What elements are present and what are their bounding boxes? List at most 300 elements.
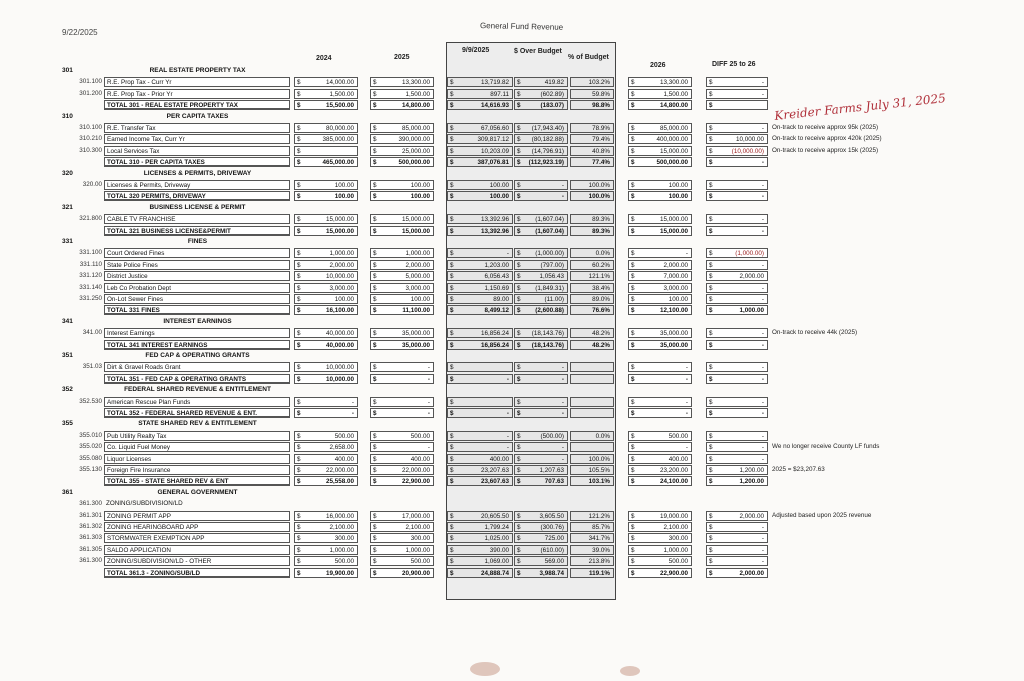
cell-pct <box>570 89 614 99</box>
cell-pct <box>570 146 614 156</box>
dollar-sign: $ <box>450 432 454 440</box>
cell-value: - <box>761 261 764 269</box>
dollar-sign: $ <box>709 341 713 349</box>
dollar-sign: $ <box>297 102 301 110</box>
cell-c2026 <box>628 100 692 110</box>
cell-over <box>514 283 568 293</box>
cell-c2025 <box>370 157 434 167</box>
line-item-row <box>0 214 1024 224</box>
cell-value: 105.5% <box>588 467 610 474</box>
dollar-sign: $ <box>709 227 713 235</box>
dollar-sign: $ <box>297 512 301 520</box>
dollar-sign: $ <box>517 136 521 144</box>
dollar-sign: $ <box>297 569 301 577</box>
dollar-sign: $ <box>373 159 377 167</box>
cell-value: 387,076.81 <box>477 159 509 167</box>
cell-ytd <box>447 408 513 418</box>
cell-c2024 <box>294 476 358 486</box>
cell-ytd <box>447 340 513 350</box>
cell-c2025 <box>370 191 434 201</box>
total-label: TOTAL 361.3 - ZONING/SUB/LD <box>104 568 290 578</box>
cell-c2026 <box>628 271 692 281</box>
cell-value: 309,817.12 <box>477 136 509 144</box>
cell-value: - <box>427 398 430 406</box>
dollar-sign: $ <box>631 432 635 440</box>
cell-diff <box>706 305 768 315</box>
total-row <box>0 374 1024 384</box>
dollar-sign: $ <box>631 455 635 463</box>
cell-value: (1,000.00) <box>535 250 564 258</box>
cell-over <box>514 362 568 372</box>
dollar-sign: $ <box>709 182 713 189</box>
dollar-sign: $ <box>631 90 635 98</box>
dollar-sign: $ <box>373 524 377 531</box>
total-row <box>0 100 1024 110</box>
dollar-sign: $ <box>373 432 377 440</box>
cell-value: 1,500.00 <box>405 90 430 98</box>
account-label: Court Ordered Fines <box>104 248 290 258</box>
dollar-sign: $ <box>297 524 301 531</box>
dollar-sign: $ <box>631 375 635 383</box>
cell-ytd <box>447 397 513 407</box>
cell-value: - <box>685 398 688 406</box>
cell-c2026 <box>628 260 692 270</box>
cell-value: 35,000.00 <box>401 330 430 338</box>
cell-pct <box>570 431 614 441</box>
cell-diff <box>706 533 768 543</box>
cell-c2024 <box>294 305 358 315</box>
dollar-sign: $ <box>631 398 635 406</box>
cell-c2025 <box>370 180 434 190</box>
dollar-sign: $ <box>297 125 301 132</box>
cell-c2026 <box>628 146 692 156</box>
line-item-row <box>0 465 1024 475</box>
cell-value: (17,943.40) <box>531 125 564 132</box>
dollar-sign: $ <box>297 558 301 566</box>
dollar-sign: $ <box>709 136 713 144</box>
cell-c2024 <box>294 123 358 133</box>
cell-value: 100.00 <box>410 296 430 303</box>
dollar-sign: $ <box>450 284 454 292</box>
cell-pct <box>570 157 614 167</box>
cell-c2026 <box>628 522 692 532</box>
dollar-sign: $ <box>631 444 635 452</box>
dollar-sign: $ <box>450 182 454 189</box>
cell-value: - <box>427 410 430 417</box>
dollar-sign: $ <box>297 375 301 383</box>
cell-value: (11.00) <box>544 296 564 303</box>
line-item-row <box>0 454 1024 464</box>
dollar-sign: $ <box>450 193 454 201</box>
account-label: District Justice <box>104 271 290 281</box>
cell-value: 1,000.00 <box>405 250 430 258</box>
cell-c2025 <box>370 568 434 578</box>
dollar-sign: $ <box>373 364 377 372</box>
cell-ytd <box>447 442 513 452</box>
cell-diff <box>706 260 768 270</box>
cell-value: 85,000.00 <box>401 125 430 132</box>
cell-value: 2,100.00 <box>405 524 430 531</box>
cell-ytd <box>447 511 513 521</box>
dollar-sign: $ <box>297 296 301 303</box>
cell-value: (797.00) <box>540 261 564 269</box>
cell-c2026 <box>628 374 692 384</box>
cell-over <box>514 533 568 543</box>
cell-ytd <box>447 134 513 144</box>
account-code: 361.305 <box>79 545 102 553</box>
section-title: INTEREST EARNINGS <box>163 317 232 325</box>
cell-diff <box>706 271 768 281</box>
cell-value: (18,143.76) <box>531 341 564 349</box>
cell-diff <box>706 100 768 110</box>
cell-value: 10,000.00 <box>735 136 764 144</box>
dollar-sign: $ <box>631 341 635 349</box>
cell-diff <box>706 545 768 555</box>
dollar-sign: $ <box>709 467 713 474</box>
dollar-sign: $ <box>709 296 713 303</box>
cell-value: 1,000.00 <box>329 250 354 258</box>
cell-value: 300.00 <box>334 535 354 543</box>
col-header-ytd: 9/9/2025 <box>462 47 490 54</box>
section-header-row <box>0 203 1024 213</box>
section-header-row <box>0 317 1024 327</box>
dollar-sign: $ <box>709 478 713 486</box>
cell-c2026 <box>628 408 692 418</box>
cell-value: 1,500.00 <box>663 90 688 98</box>
cell-over <box>514 100 568 110</box>
cell-diff <box>706 77 768 87</box>
cell-value: 22,900.00 <box>401 478 430 486</box>
cell-value: 500,000.00 <box>398 159 430 167</box>
cell-c2026 <box>628 476 692 486</box>
dollar-sign: $ <box>373 569 377 577</box>
account-code: 361.300 <box>79 557 102 565</box>
section-header-row <box>0 237 1024 247</box>
dollar-sign: $ <box>373 125 377 132</box>
cell-over <box>514 442 568 452</box>
cell-pct <box>570 442 614 452</box>
cell-value: 23,207.63 <box>480 467 509 474</box>
cell-pct <box>570 328 614 338</box>
dollar-sign: $ <box>373 250 377 258</box>
cell-c2026 <box>628 533 692 543</box>
cell-value: 24,100.00 <box>659 478 688 486</box>
dollar-sign: $ <box>297 159 301 167</box>
cell-value: 77.4% <box>592 159 610 167</box>
dollar-sign: $ <box>373 296 377 303</box>
cell-value: (500.00) <box>540 432 564 440</box>
cell-c2026 <box>628 362 692 372</box>
cell-over <box>514 123 568 133</box>
cell-ytd <box>447 248 513 258</box>
cell-pct <box>570 248 614 258</box>
cell-pct <box>570 260 614 270</box>
cell-over <box>514 408 568 418</box>
dollar-sign: $ <box>450 147 454 155</box>
cell-value: 0.0% <box>595 250 610 258</box>
total-row <box>0 408 1024 418</box>
cell-value: 0.0% <box>595 432 610 440</box>
cell-value: 100.00 <box>334 182 354 189</box>
dollar-sign: $ <box>373 90 377 98</box>
cell-c2024 <box>294 545 358 555</box>
total-row <box>0 191 1024 201</box>
cell-value: 23,200.00 <box>659 467 688 474</box>
cell-diff <box>706 362 768 372</box>
cell-value: - <box>761 524 764 531</box>
cell-over <box>514 556 568 566</box>
cell-over <box>514 476 568 486</box>
line-item-row <box>0 328 1024 338</box>
cell-value: - <box>506 250 509 258</box>
cell-c2025 <box>370 408 434 418</box>
cell-diff <box>706 511 768 521</box>
line-item-row <box>0 442 1024 452</box>
cell-value: 1,207.63 <box>539 467 564 474</box>
cell-value: 14,800.00 <box>659 102 688 110</box>
cell-over <box>514 294 568 304</box>
account-label: R.E. Prop Tax - Prior Yr <box>104 89 290 99</box>
cell-value: 10,000.00 <box>325 375 354 383</box>
cell-c2026 <box>628 89 692 99</box>
account-code: 310.300 <box>79 146 102 154</box>
cell-value: 213.8% <box>588 558 610 566</box>
cell-value: - <box>351 410 354 417</box>
cell-value: 100.0% <box>588 193 610 201</box>
cell-diff <box>706 248 768 258</box>
total-row <box>0 226 1024 236</box>
cell-value: 3,000.00 <box>329 284 354 292</box>
dollar-sign: $ <box>631 478 635 486</box>
cell-value: - <box>761 182 764 189</box>
cell-c2024 <box>294 522 358 532</box>
cell-c2024 <box>294 77 358 87</box>
cell-value: - <box>761 398 764 406</box>
dollar-sign: $ <box>450 546 454 554</box>
dollar-sign: $ <box>450 90 454 98</box>
dollar-sign: $ <box>373 102 377 110</box>
dollar-sign: $ <box>373 193 377 201</box>
cell-value: - <box>761 125 764 132</box>
dollar-sign: $ <box>709 216 713 224</box>
dollar-sign: $ <box>450 569 454 577</box>
cell-ytd <box>447 226 513 236</box>
cell-ytd <box>447 214 513 224</box>
cell-pct <box>570 191 614 201</box>
cell-value: 15,000.00 <box>325 216 354 224</box>
cell-c2026 <box>628 294 692 304</box>
cell-pct <box>570 522 614 532</box>
cell-value: - <box>561 444 564 452</box>
cell-pct <box>570 214 614 224</box>
line-item-row <box>0 397 1024 407</box>
dollar-sign: $ <box>709 79 713 87</box>
total-label: TOTAL 355 - STATE SHARED REV & ENT <box>104 476 290 486</box>
account-label: ZONING PERMIT APP <box>104 511 290 521</box>
cell-value: 24,888.74 <box>480 569 509 577</box>
dollar-sign: $ <box>709 444 713 452</box>
account-label: R.E. Prop Tax - Curr Yr <box>104 77 290 87</box>
cell-pct <box>570 397 614 407</box>
account-label: State Police Fines <box>104 260 290 270</box>
cell-value: (1,849.31) <box>535 284 564 292</box>
dollar-sign: $ <box>709 455 713 463</box>
cell-c2026 <box>628 511 692 521</box>
cell-value: (300.76) <box>540 524 564 531</box>
account-label: Dirt & Gravel Roads Grant <box>104 362 290 372</box>
dollar-sign: $ <box>517 261 521 269</box>
cell-value: 85.7% <box>592 524 610 531</box>
cell-value: - <box>761 296 764 303</box>
cell-value: 100.00 <box>668 193 688 201</box>
cell-value: 16,000.00 <box>325 512 354 520</box>
dollar-sign: $ <box>709 432 713 440</box>
line-item-row <box>0 77 1024 87</box>
dollar-sign: $ <box>373 410 377 417</box>
cell-value: 400.00 <box>489 455 509 463</box>
cell-value: - <box>506 410 509 417</box>
dollar-sign: $ <box>450 444 454 452</box>
dollar-sign: $ <box>450 478 454 486</box>
total-label: TOTAL 320 PERMITS, DRIVEWAY <box>104 191 290 201</box>
dollar-sign: $ <box>709 307 713 315</box>
dollar-sign: $ <box>517 524 521 531</box>
dollar-sign: $ <box>517 159 521 167</box>
total-label: TOTAL 352 - FEDERAL SHARED REVENUE & ENT. <box>104 408 290 418</box>
dollar-sign: $ <box>297 216 301 224</box>
cell-over <box>514 397 568 407</box>
cell-diff <box>706 123 768 133</box>
dollar-sign: $ <box>517 478 521 486</box>
account-label: Earned Income Tax, Curr Yr <box>104 134 290 144</box>
cell-value: 25,000.00 <box>401 147 430 155</box>
cell-value: - <box>761 284 764 292</box>
line-item-row <box>0 556 1024 566</box>
dollar-sign: $ <box>631 227 635 235</box>
dollar-sign: $ <box>631 250 635 258</box>
cell-value: 500.00 <box>668 558 688 566</box>
section-code: 361 <box>62 488 73 496</box>
cell-value: 38.4% <box>592 284 610 292</box>
dollar-sign: $ <box>631 410 635 417</box>
cell-diff <box>706 431 768 441</box>
cell-value: 23,607.63 <box>480 478 509 486</box>
dollar-sign: $ <box>450 467 454 474</box>
cell-over <box>514 545 568 555</box>
line-item-row <box>0 294 1024 304</box>
dollar-sign: $ <box>373 284 377 292</box>
cell-pct <box>570 568 614 578</box>
cell-diff <box>706 568 768 578</box>
cell-c2024 <box>294 214 358 224</box>
cell-value: - <box>685 444 688 452</box>
section-title: BUSINESS LICENSE & PERMIT <box>149 203 246 211</box>
dollar-sign: $ <box>373 444 377 452</box>
cell-over <box>514 340 568 350</box>
cell-diff <box>706 191 768 201</box>
cell-ytd <box>447 271 513 281</box>
cell-value: 100.00 <box>334 296 354 303</box>
cell-c2024 <box>294 454 358 464</box>
cell-c2024 <box>294 248 358 258</box>
cell-c2025 <box>370 146 434 156</box>
cell-over <box>514 191 568 201</box>
account-code: 331.140 <box>79 283 102 291</box>
dollar-sign: $ <box>450 227 454 235</box>
section-header-row <box>0 169 1024 179</box>
cell-value: 1,150.69 <box>484 284 509 292</box>
dollar-sign: $ <box>450 364 454 372</box>
cell-value: 100.00 <box>668 296 688 303</box>
dollar-sign: $ <box>631 159 635 167</box>
cell-value: 300.00 <box>668 535 688 543</box>
cell-c2025 <box>370 260 434 270</box>
cell-value: 1,000.00 <box>663 546 688 554</box>
total-label: TOTAL 331 FINES <box>104 305 290 315</box>
cell-over <box>514 328 568 338</box>
cell-value: 59.8% <box>592 90 610 98</box>
cell-value: 25,558.00 <box>325 478 354 486</box>
cell-c2026 <box>628 134 692 144</box>
cell-value: 341.7% <box>588 535 610 543</box>
cell-value: 10,000.00 <box>325 364 354 372</box>
dollar-sign: $ <box>373 182 377 189</box>
account-code: 331.110 <box>79 260 102 268</box>
cell-c2024 <box>294 431 358 441</box>
dollar-sign: $ <box>709 261 713 269</box>
cell-value: 100.00 <box>668 182 688 189</box>
cell-c2025 <box>370 522 434 532</box>
line-item-row <box>0 283 1024 293</box>
cell-ytd <box>447 431 513 441</box>
dollar-sign: $ <box>450 535 454 543</box>
cell-c2024 <box>294 556 358 566</box>
account-code: 321.800 <box>79 215 102 223</box>
cell-over <box>514 260 568 270</box>
cell-c2026 <box>628 431 692 441</box>
cell-value: - <box>761 375 764 383</box>
line-item-row <box>0 271 1024 281</box>
cell-value: - <box>506 432 509 440</box>
cell-c2024 <box>294 157 358 167</box>
cell-c2024 <box>294 191 358 201</box>
dollar-sign: $ <box>709 125 713 132</box>
cell-value: - <box>427 444 430 452</box>
cell-value: 1,056.43 <box>539 273 564 281</box>
cell-value: 1,000.00 <box>739 307 764 315</box>
ink-smudge <box>620 666 640 676</box>
dollar-sign: $ <box>297 546 301 554</box>
cell-value: 85,000.00 <box>659 125 688 132</box>
dollar-sign: $ <box>517 535 521 543</box>
cell-value: 3,988.74 <box>539 569 564 577</box>
account-code: 361.301 <box>79 511 102 519</box>
total-row <box>0 157 1024 167</box>
account-label: Local Services Tax <box>104 146 290 156</box>
dollar-sign: $ <box>709 569 713 577</box>
cell-value: 89.3% <box>592 216 610 224</box>
cell-value: 100.00 <box>410 182 430 189</box>
cell-ytd <box>447 123 513 133</box>
cell-pct <box>570 305 614 315</box>
cell-c2026 <box>628 248 692 258</box>
cell-c2025 <box>370 545 434 555</box>
section-title: FEDERAL SHARED REVENUE & ENTITLEMENT <box>124 386 271 394</box>
cell-value: 897.11 <box>490 90 509 98</box>
cell-value: 465,000.00 <box>322 159 354 167</box>
cell-ytd <box>447 294 513 304</box>
cell-value: 89.3% <box>592 227 610 235</box>
